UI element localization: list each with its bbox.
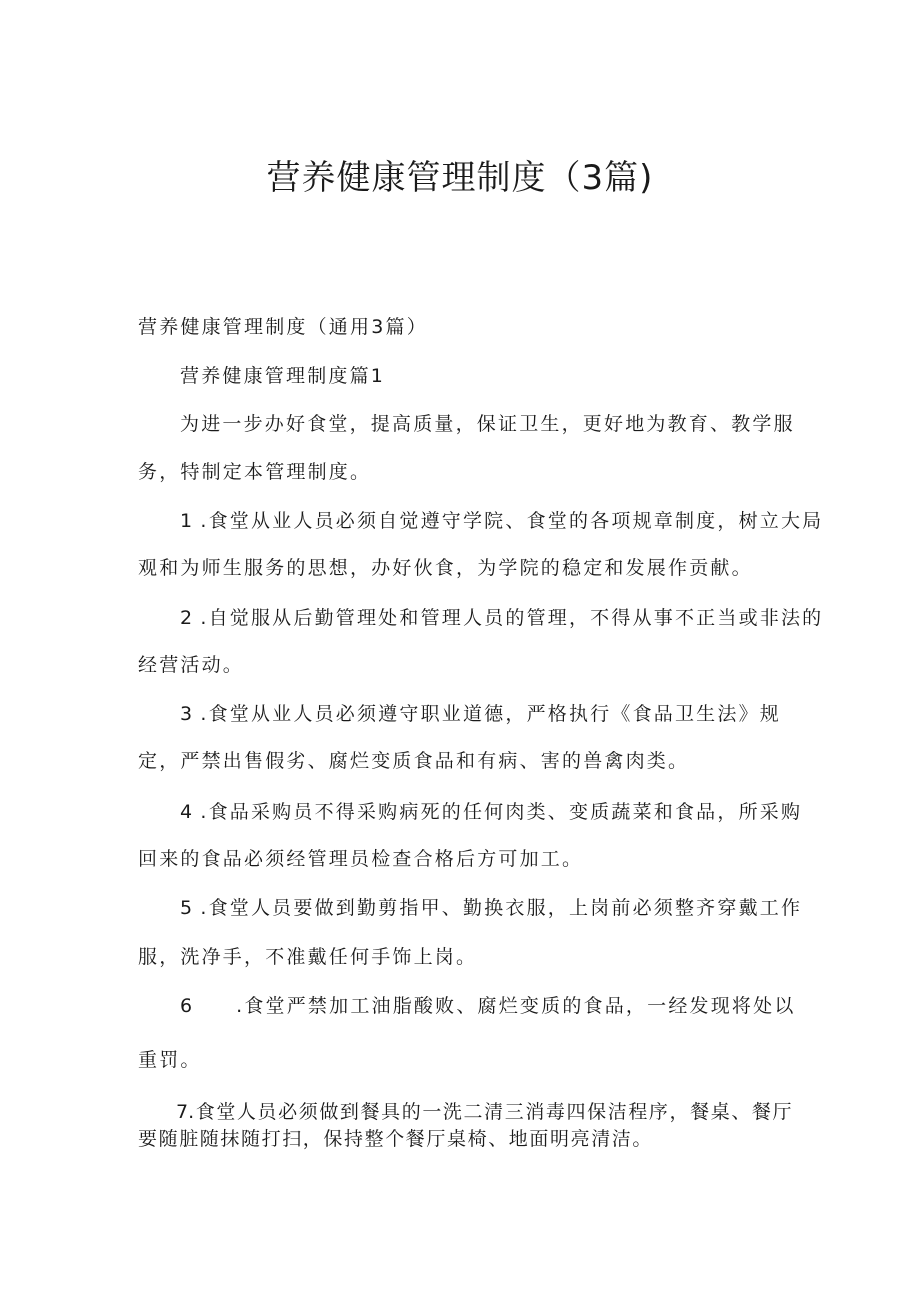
item-text-line-1: .食堂人员必须做到餐具的一洗二清三消毒四保洁程序，餐桌、餐厅: [188, 1101, 794, 1123]
item-2-line-2: 经营活动。: [138, 654, 245, 676]
item-number: 2: [180, 607, 193, 629]
document-subtitle: 营养健康管理制度（通用3篇）: [138, 316, 428, 338]
list-item-1: [180, 506, 823, 533]
item-5-line-2: 服，洗净手，不准戴任何手饰上岗。: [138, 946, 478, 968]
item-text-line-1: .食堂严禁加工油脂酸败、腐烂变质的食品，一经发现将处以: [236, 995, 796, 1017]
item-text-line-1: .食堂从业人员必须自觉遵守学院、食堂的各项规章制度，树立大局: [192, 510, 824, 532]
intro-line-2: 务，特制定本管理制度。: [138, 461, 372, 483]
list-item-6: [180, 991, 796, 1018]
item-number: 7: [176, 1101, 189, 1123]
list-item-5: [180, 893, 802, 920]
item-7-line-2: 要随脏随抹随打扫，保持整个餐厅桌椅、地面明亮清洁。: [138, 1128, 654, 1150]
list-item-3: [180, 699, 781, 726]
item-number: 5: [180, 897, 193, 919]
item-number: 6: [180, 995, 193, 1017]
item-text-line-1: .食堂人员要做到勤剪指甲、勤换衣服，上岗前必须整齐穿戴工作: [192, 897, 803, 919]
item-number: 3: [180, 703, 193, 725]
section-heading: 营养健康管理制度篇1: [180, 365, 386, 387]
list-item-4: [180, 797, 802, 824]
item-6-line-2: 重罚。: [138, 1049, 202, 1071]
item-text-line-1: .自觉服从后勤管理处和管理人员的管理，不得从事不正当或非法的: [192, 607, 824, 629]
list-item-7: [176, 1097, 793, 1124]
item-number: 1: [180, 510, 193, 532]
item-text-line-1: .食品采购员不得采购病死的任何肉类、变质蔬菜和食品，所采购: [192, 801, 803, 823]
document-title: 营养健康管理制度（3篇): [266, 158, 654, 198]
list-item-2: [180, 603, 823, 630]
item-number: 4: [180, 801, 193, 823]
item-text-line-1: .食堂从业人员必须遵守职业道德，严格执行《食品卫生法》规: [192, 703, 781, 725]
intro-line-1: 为进一步办好食堂，提高质量，保证卫生，更好地为教育、教学服: [180, 413, 795, 435]
item-1-line-2: 观和为师生服务的思想，办好伙食，为学院的稳定和发展作贡献。: [138, 557, 753, 579]
item-3-line-2: 定，严禁出售假劣、腐烂变质食品和有病、害的兽禽肉类。: [138, 750, 690, 772]
item-4-line-2: 回来的食品必须经管理员检查合格后方可加工。: [138, 848, 584, 870]
